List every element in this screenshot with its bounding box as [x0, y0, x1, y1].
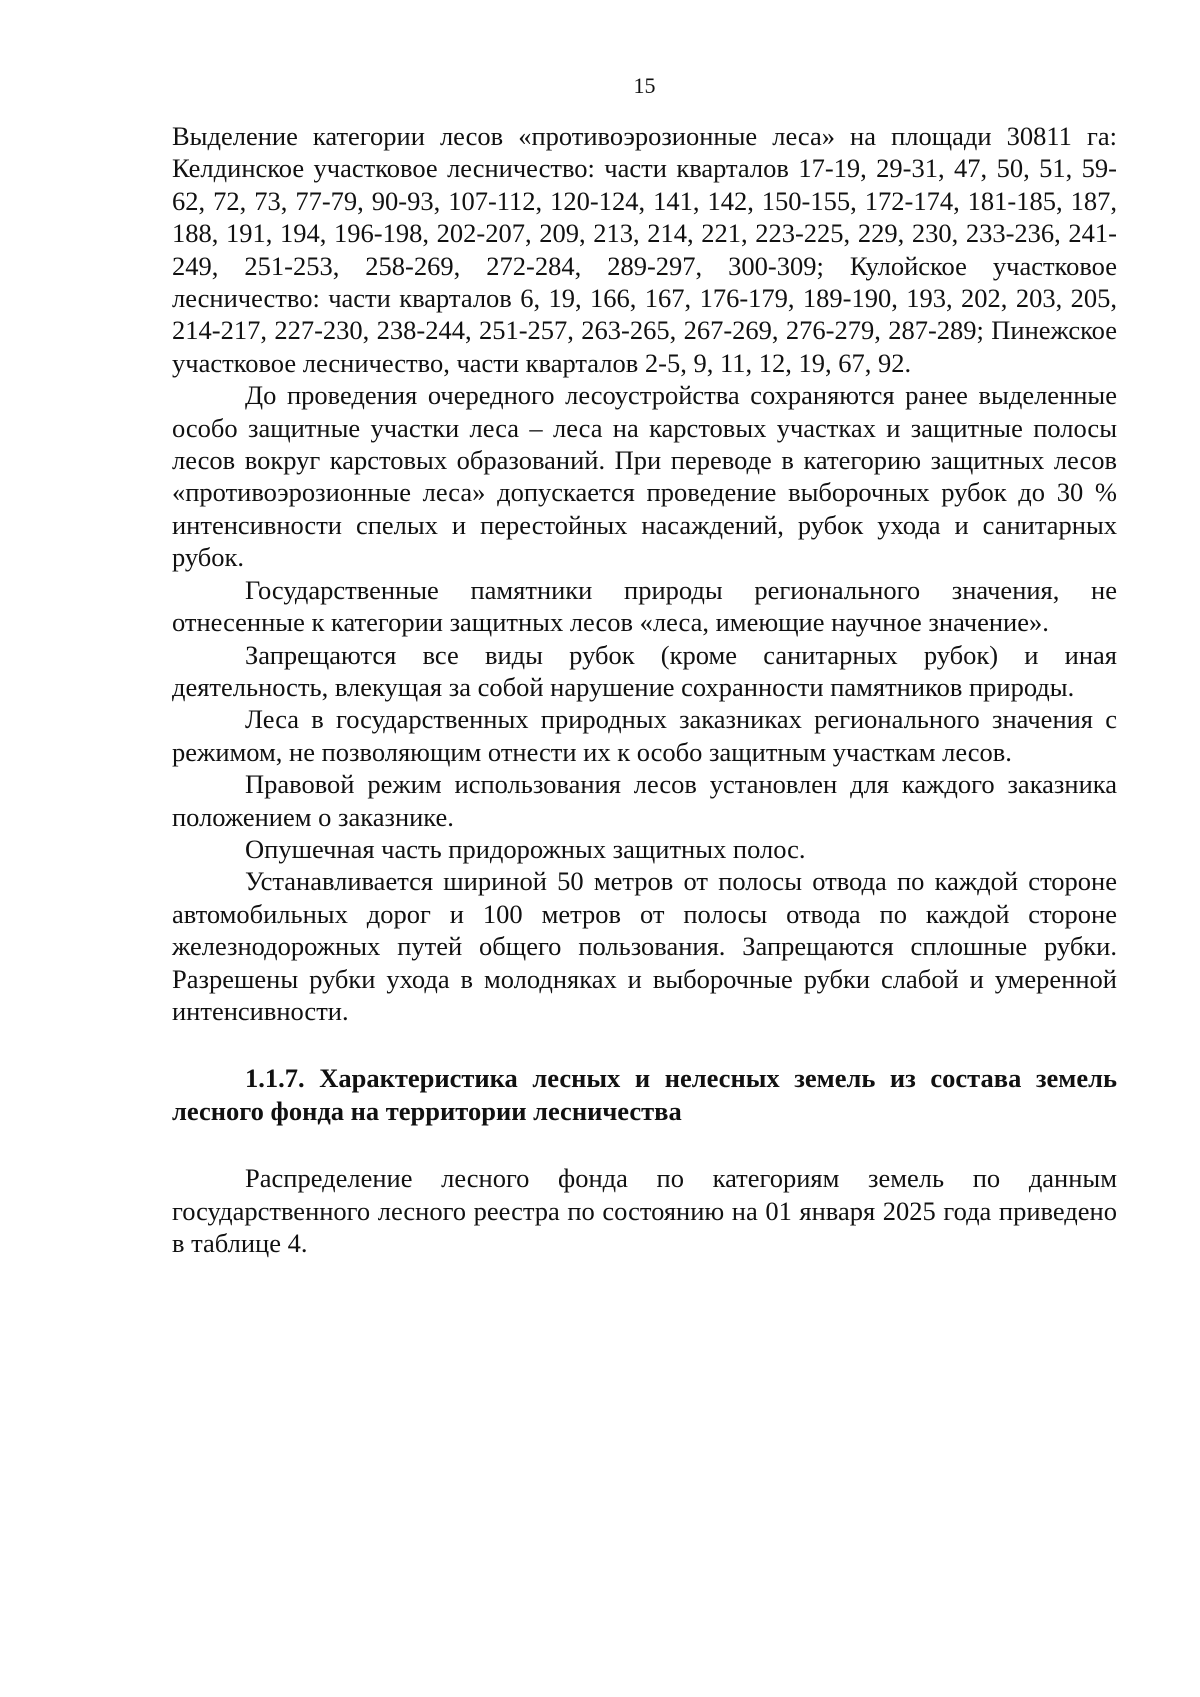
paragraph-nature-monuments: Государственные памятники природы регионального значения, не отнесенные к категории защитных лесов «леса, имеющие научное значение». [172, 574, 1117, 638]
document-body [172, 120, 1117, 1259]
paragraph-protective-erosion-forests: Выделение категории лесов «противоэрозионные леса» на площади 30811 га: Келдинское участковое лесничество: части кварталов 17-19, 29-31, 47, 50, 51, 59-62, 72, 73, 77-79, 90-93, 107-112, 120-124, 141, 142, 150-155, 172-174, 181-185, 187, 188, 191, 194, 196-198, 202-207, 209, 213, 214, 221, 223-225, 229, 230, 233-236, 241-249, 251-253, 258-269, 272-284, 289-297, 300-309; Кулойское участковое лесничество: части кварталов 6, 19, 166, 167, 176-179, 189-190, 193, 202, 203, 205, 214-217, 227-230, 238-244, 251-257, 263-265, 267-269, 276-279, 287-289; Пинежское участковое лесничество, части кварталов 2-5, 9, 11, 12, 19, 67, 92. [172, 121, 1117, 378]
paragraph-roadside-strips: Опушечная часть придорожных защитных полос. [245, 833, 806, 864]
paragraph-reserves: Леса в государственных природных заказниках регионального значения с режимом, не позволяющим отнести их к особо защитным участкам лесов. [172, 704, 1117, 767]
section-heading: 1.1.7. Характеристика лесных и нелесных земель из состава земель лесного фонда на территории лесничества [172, 1063, 1117, 1126]
paragraph-legal-regime: Правовой режим использования лесов установлен для каждого заказника положением о заказнике. [172, 769, 1117, 832]
paragraph-karst-areas: До проведения очередного лесоустройства сохраняются ранее выделенные особо защитные участки леса – леса на карстовых участках и защитные полосы лесов вокруг карстовых образований. При переводе в категорию защитных лесов «противоэрозионные леса» допускается проведение выборочных рубок до 30 % интенсивности спелых и перестойных насаждений, рубок ухода и санитарных рубок. [172, 380, 1117, 573]
paragraph-strip-width: Устанавливается шириной 50 метров от полосы отвода по каждой стороне автомобильных дорог и 100 метров от полосы отвода по каждой стороне железнодорожных путей общего пользования. Запрещаются сплошные рубки. Разрешены рубки ухода в молодняках и выборочные рубки слабой и умеренной интенсивности. [172, 866, 1117, 1026]
paragraph-land-distribution: Распределение лесного фонда по категориям земель по данным государственного лесного реестра по состоянию на 01 января 2025 года приведено в таблице 4. [172, 1163, 1117, 1258]
paragraph-felling-prohibited: Запрещаются все виды рубок (кроме санитарных рубок) и иная деятельность, влекущая за собой нарушение сохранности памятников природы. [172, 639, 1117, 702]
page-number: 15 [633, 73, 656, 98]
